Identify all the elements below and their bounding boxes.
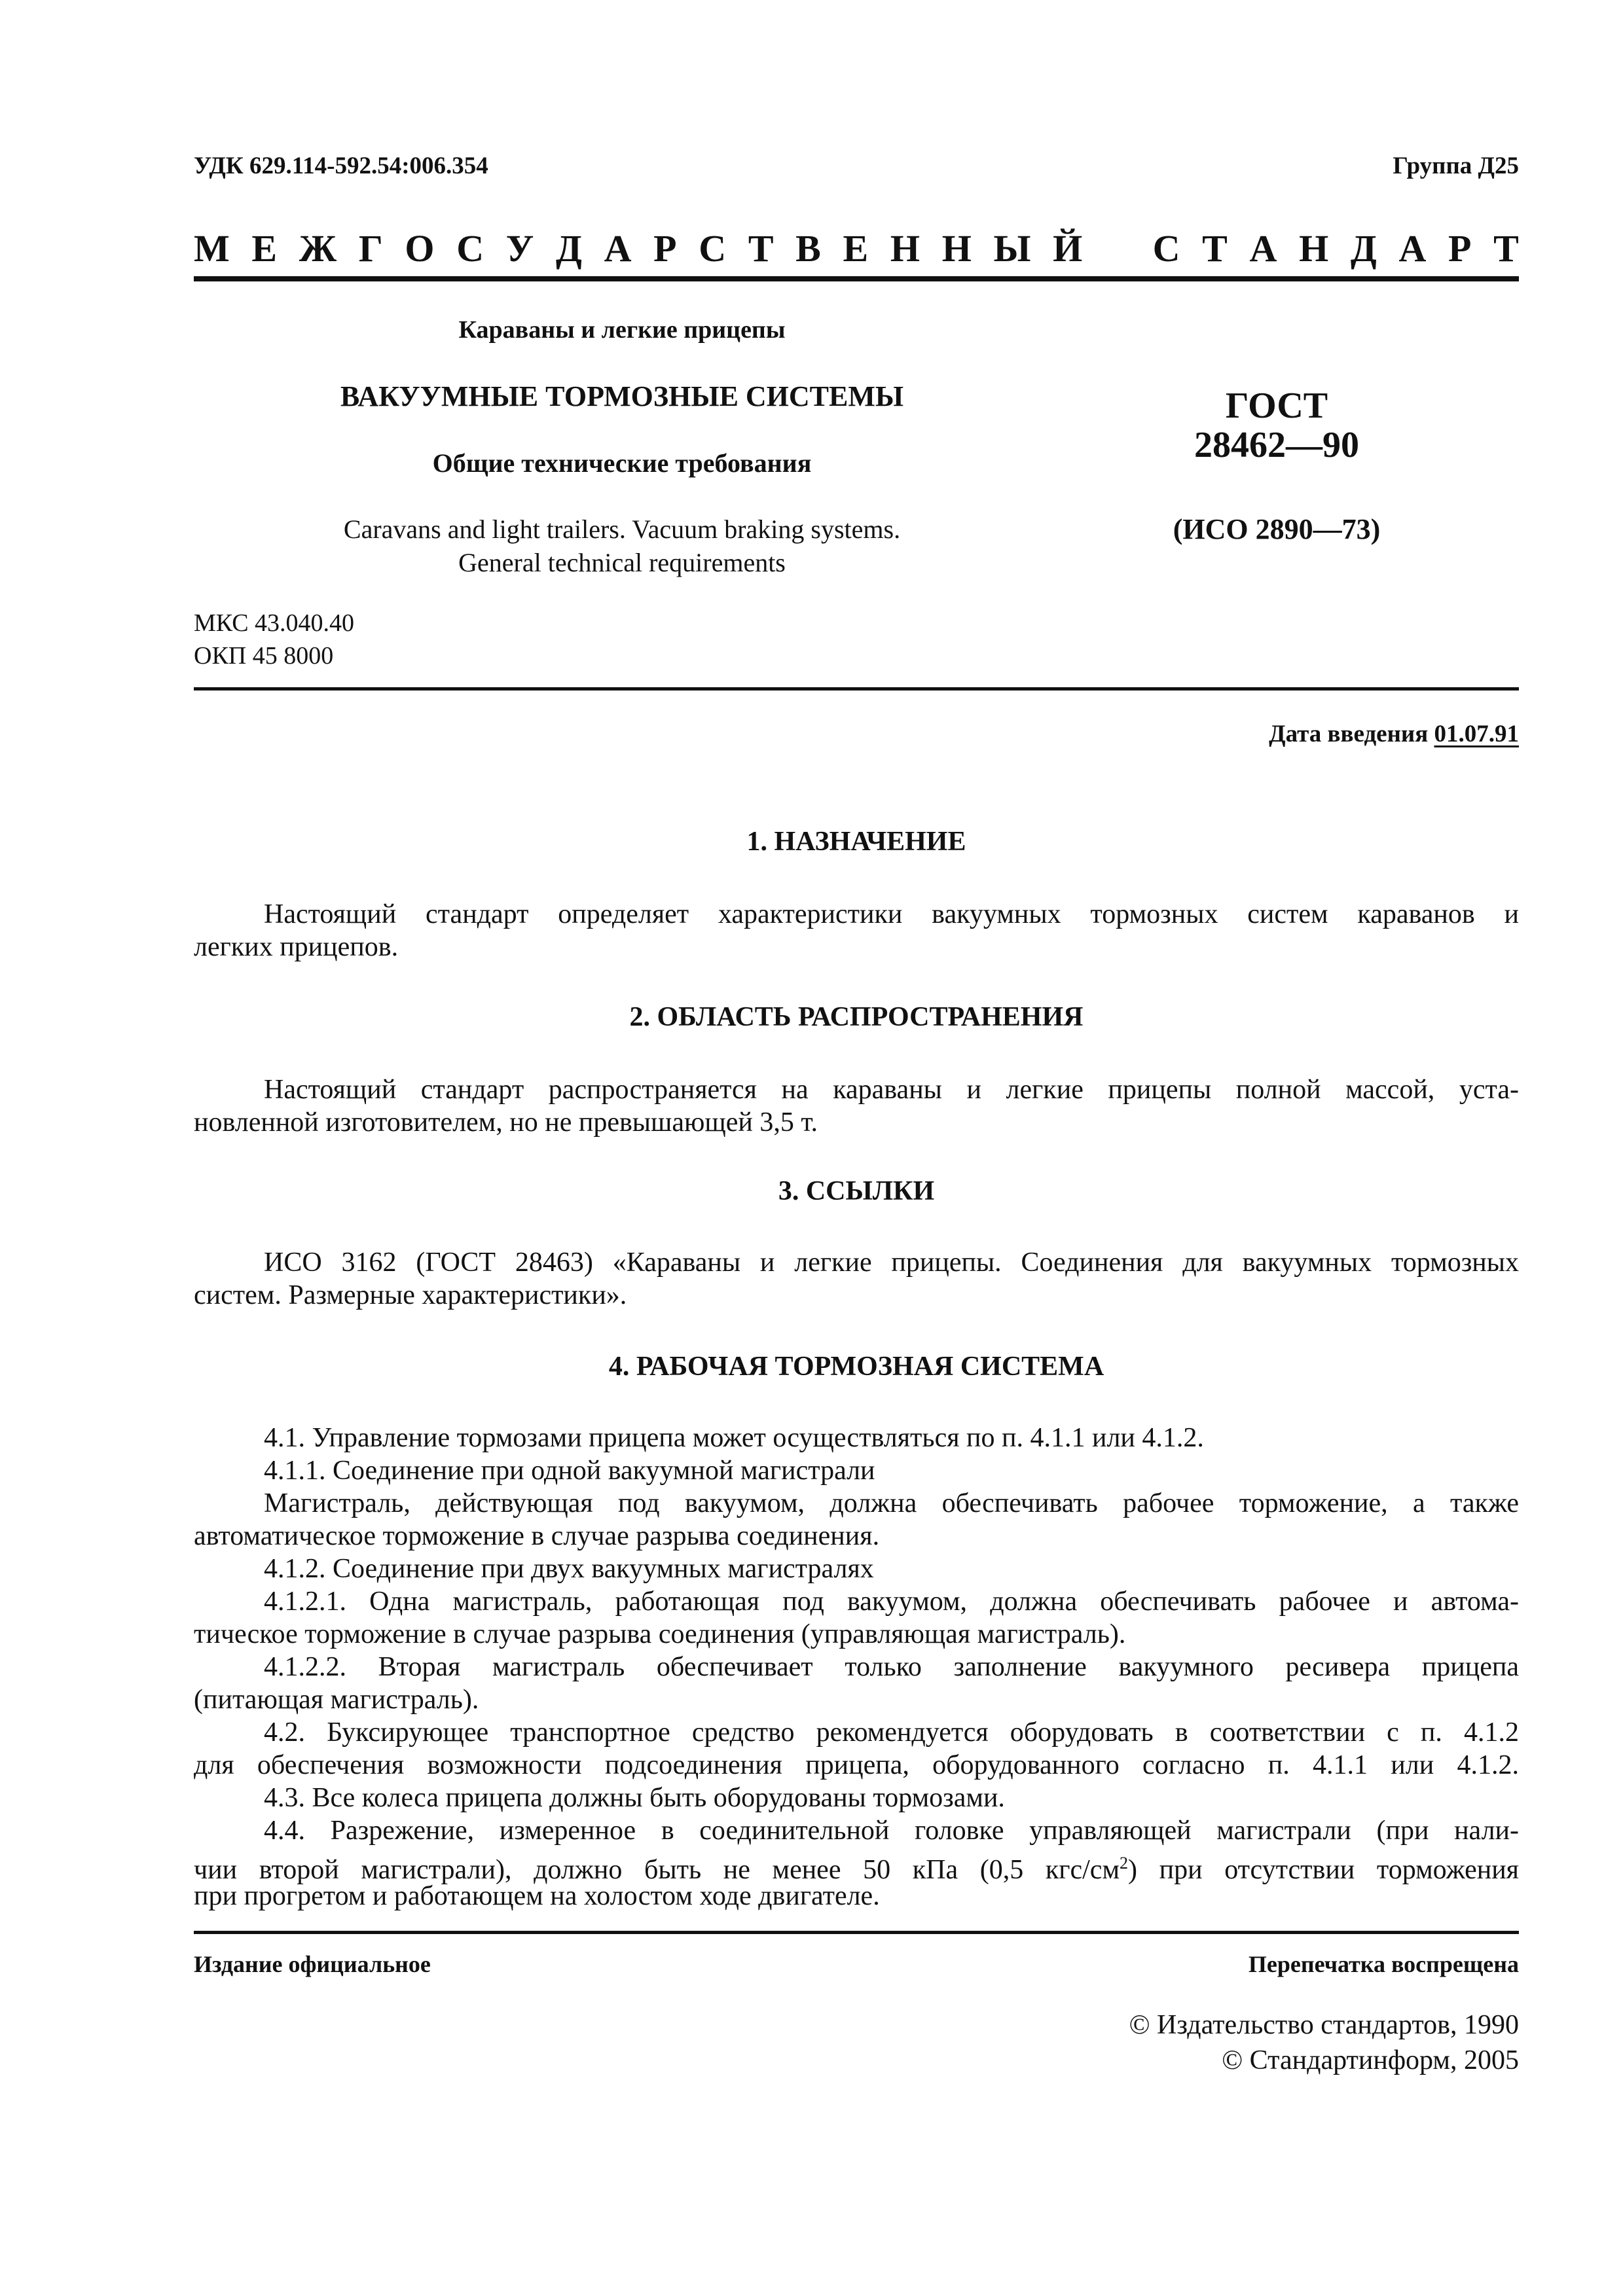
banner-letter: Ы xyxy=(993,227,1031,270)
intro-date-value: 01.07.91 xyxy=(1434,721,1519,747)
intro-date-label: Дата введения xyxy=(1269,721,1429,747)
banner-letter: О xyxy=(405,227,435,270)
paragraph-line: 4.1. Управление тормозами прицепа может осуществляться по п. 4.1.1 или 4.1.2. xyxy=(264,1423,1204,1453)
paragraph-line: систем. Размерные характеристики». xyxy=(194,1280,627,1310)
paragraph-line: тическое торможение в случае разрыва соединения (управляющая магистраль). xyxy=(194,1619,1126,1649)
section-title: 4. РАБОЧАЯ ТОРМОЗНАЯ СИСТЕМА xyxy=(608,1352,1104,1382)
paragraph-line: при прогретом и работающем на холостом ходе двигателе. xyxy=(194,1881,880,1911)
paragraph-line: 4.1.2.2. Вторая магистраль обеспечивает только заполнение вакуумного ресивера прицепа xyxy=(264,1652,1519,1682)
intro-date xyxy=(1269,720,1519,748)
english-title-line: General technical requirements xyxy=(458,548,786,577)
banner-letter: Н xyxy=(941,227,972,270)
banner-letter: Н xyxy=(890,227,921,270)
reprint-note: Перепечатка воспрещена xyxy=(1248,1951,1519,1977)
banner-gap xyxy=(1104,229,1131,268)
paragraph-line: ИСО 3162 (ГОСТ 28463) «Караваны и легкие прицепы. Соединения для вакуумных тормозных xyxy=(264,1247,1519,1278)
copyright-line: © Стандартинформ, 2005 xyxy=(1222,2045,1519,2075)
title-rule xyxy=(194,687,1519,691)
banner-letter: Р xyxy=(1448,227,1472,270)
banner-letter: С xyxy=(1152,227,1180,270)
footer-rule xyxy=(194,1931,1519,1934)
paragraph-line: автоматическое торможение в случае разрыва соединения. xyxy=(194,1521,880,1551)
banner-letter: Е xyxy=(843,227,869,270)
banner-letter: Е xyxy=(251,227,278,270)
standard-banner xyxy=(194,229,1519,268)
paragraph-line: 4.2. Буксирующее транспортное средство рекомендуется оборудовать в соответствии с п. 4.1.2 xyxy=(264,1717,1519,1748)
paragraph-line: для обеспечения возможности подсоединения прицепа, оборудованного согласно п. 4.1.1 или 4.1.2. xyxy=(194,1750,1519,1780)
paragraph-line: новленной изготовителем, но не превышающей 3,5 т. xyxy=(194,1107,818,1138)
paragraph-line: 4.1.2. Соединение при двух вакуумных магистралях xyxy=(264,1554,874,1584)
paragraph-line: 4.3. Все колеса прицепа должны быть оборудованы тормозами. xyxy=(264,1783,1005,1813)
paragraph-line: 4.4. Разрежение, измеренное в соединительной головке управляющей магистрали (при нали- xyxy=(264,1816,1519,1846)
banner-rule xyxy=(194,276,1519,281)
superscript: 2 xyxy=(1120,1854,1129,1873)
section-title: 2. ОБЛАСТЬ РАСПРОСТРАНЕНИЯ xyxy=(629,1002,1084,1032)
paragraph-line: Настоящий стандарт определяет характеристики вакуумных тормозных систем караванов и xyxy=(264,899,1519,929)
english-title-line: Caravans and light trailers. Vacuum braking systems. xyxy=(343,514,901,544)
udk-code: УДК 629.114-592.54:006.354 xyxy=(194,152,488,179)
mks-code: МКС 43.040.40 xyxy=(194,609,355,637)
paragraph-line: (питающая магистраль). xyxy=(194,1685,479,1715)
subject-title: Караваны и легкие прицепы xyxy=(458,316,786,344)
banner-letter: Ж xyxy=(299,227,337,270)
edition-note: Издание официальное xyxy=(194,1951,431,1977)
banner-letter: М xyxy=(194,227,230,270)
paragraph-line: легких прицепов. xyxy=(194,932,399,962)
banner-letter: А xyxy=(604,227,632,270)
banner-letter: Т xyxy=(748,227,774,270)
banner-letter: Д xyxy=(1350,227,1377,270)
paragraph-line: 4.1.1. Соединение при одной вакуумной магистрали xyxy=(264,1456,875,1486)
gost-label: ГОСТ xyxy=(1225,386,1328,426)
okp-code: ОКП 45 8000 xyxy=(194,642,334,670)
banner-letter: С xyxy=(456,227,484,270)
section-title: 1. НАЗНАЧЕНИЕ xyxy=(746,827,966,857)
banner-letter: Т xyxy=(1202,227,1228,270)
copyright-line: © Издательство стандартов, 1990 xyxy=(1129,2010,1519,2040)
banner-letter: А xyxy=(1249,227,1277,270)
banner-letter: Г xyxy=(358,227,383,270)
banner-letter: У xyxy=(505,227,534,270)
banner-letter: Т xyxy=(1493,227,1519,270)
paragraph-line: Магистраль, действующая под вакуумом, должна обеспечивать рабочее торможение, а также xyxy=(264,1488,1519,1518)
banner-letter: Р xyxy=(653,227,677,270)
main-title: ВАКУУМНЫЕ ТОРМОЗНЫЕ СИСТЕМЫ xyxy=(340,380,904,412)
paragraph-line: 4.1.2.1. Одна магистраль, работающая под вакуумом, должна обеспечивать рабочее и автома- xyxy=(264,1587,1519,1617)
section-title: 3. ССЫЛКИ xyxy=(778,1176,935,1206)
banner-letter: Н xyxy=(1299,227,1329,270)
iso-reference: (ИСО 2890—73) xyxy=(1173,513,1381,545)
line-text: ) при отсутствии торможения xyxy=(1128,1855,1519,1885)
banner-letter: Й xyxy=(1053,227,1083,270)
banner-letter: А xyxy=(1398,227,1427,270)
group-code: Группа Д25 xyxy=(1393,152,1519,179)
gost-number: 28462—90 xyxy=(1194,425,1359,465)
sub-title: Общие технические требования xyxy=(432,448,812,478)
paragraph-line: Настоящий стандарт распространяется на караваны и легкие прицепы полной массой, уста- xyxy=(264,1075,1519,1105)
line-text: чии второй магистрали), должно быть не менее 50 кПа (0,5 кгс/см xyxy=(194,1855,1120,1885)
banner-letter: В xyxy=(795,227,821,270)
banner-letter: Д xyxy=(556,227,582,270)
banner-letter: С xyxy=(699,227,727,270)
